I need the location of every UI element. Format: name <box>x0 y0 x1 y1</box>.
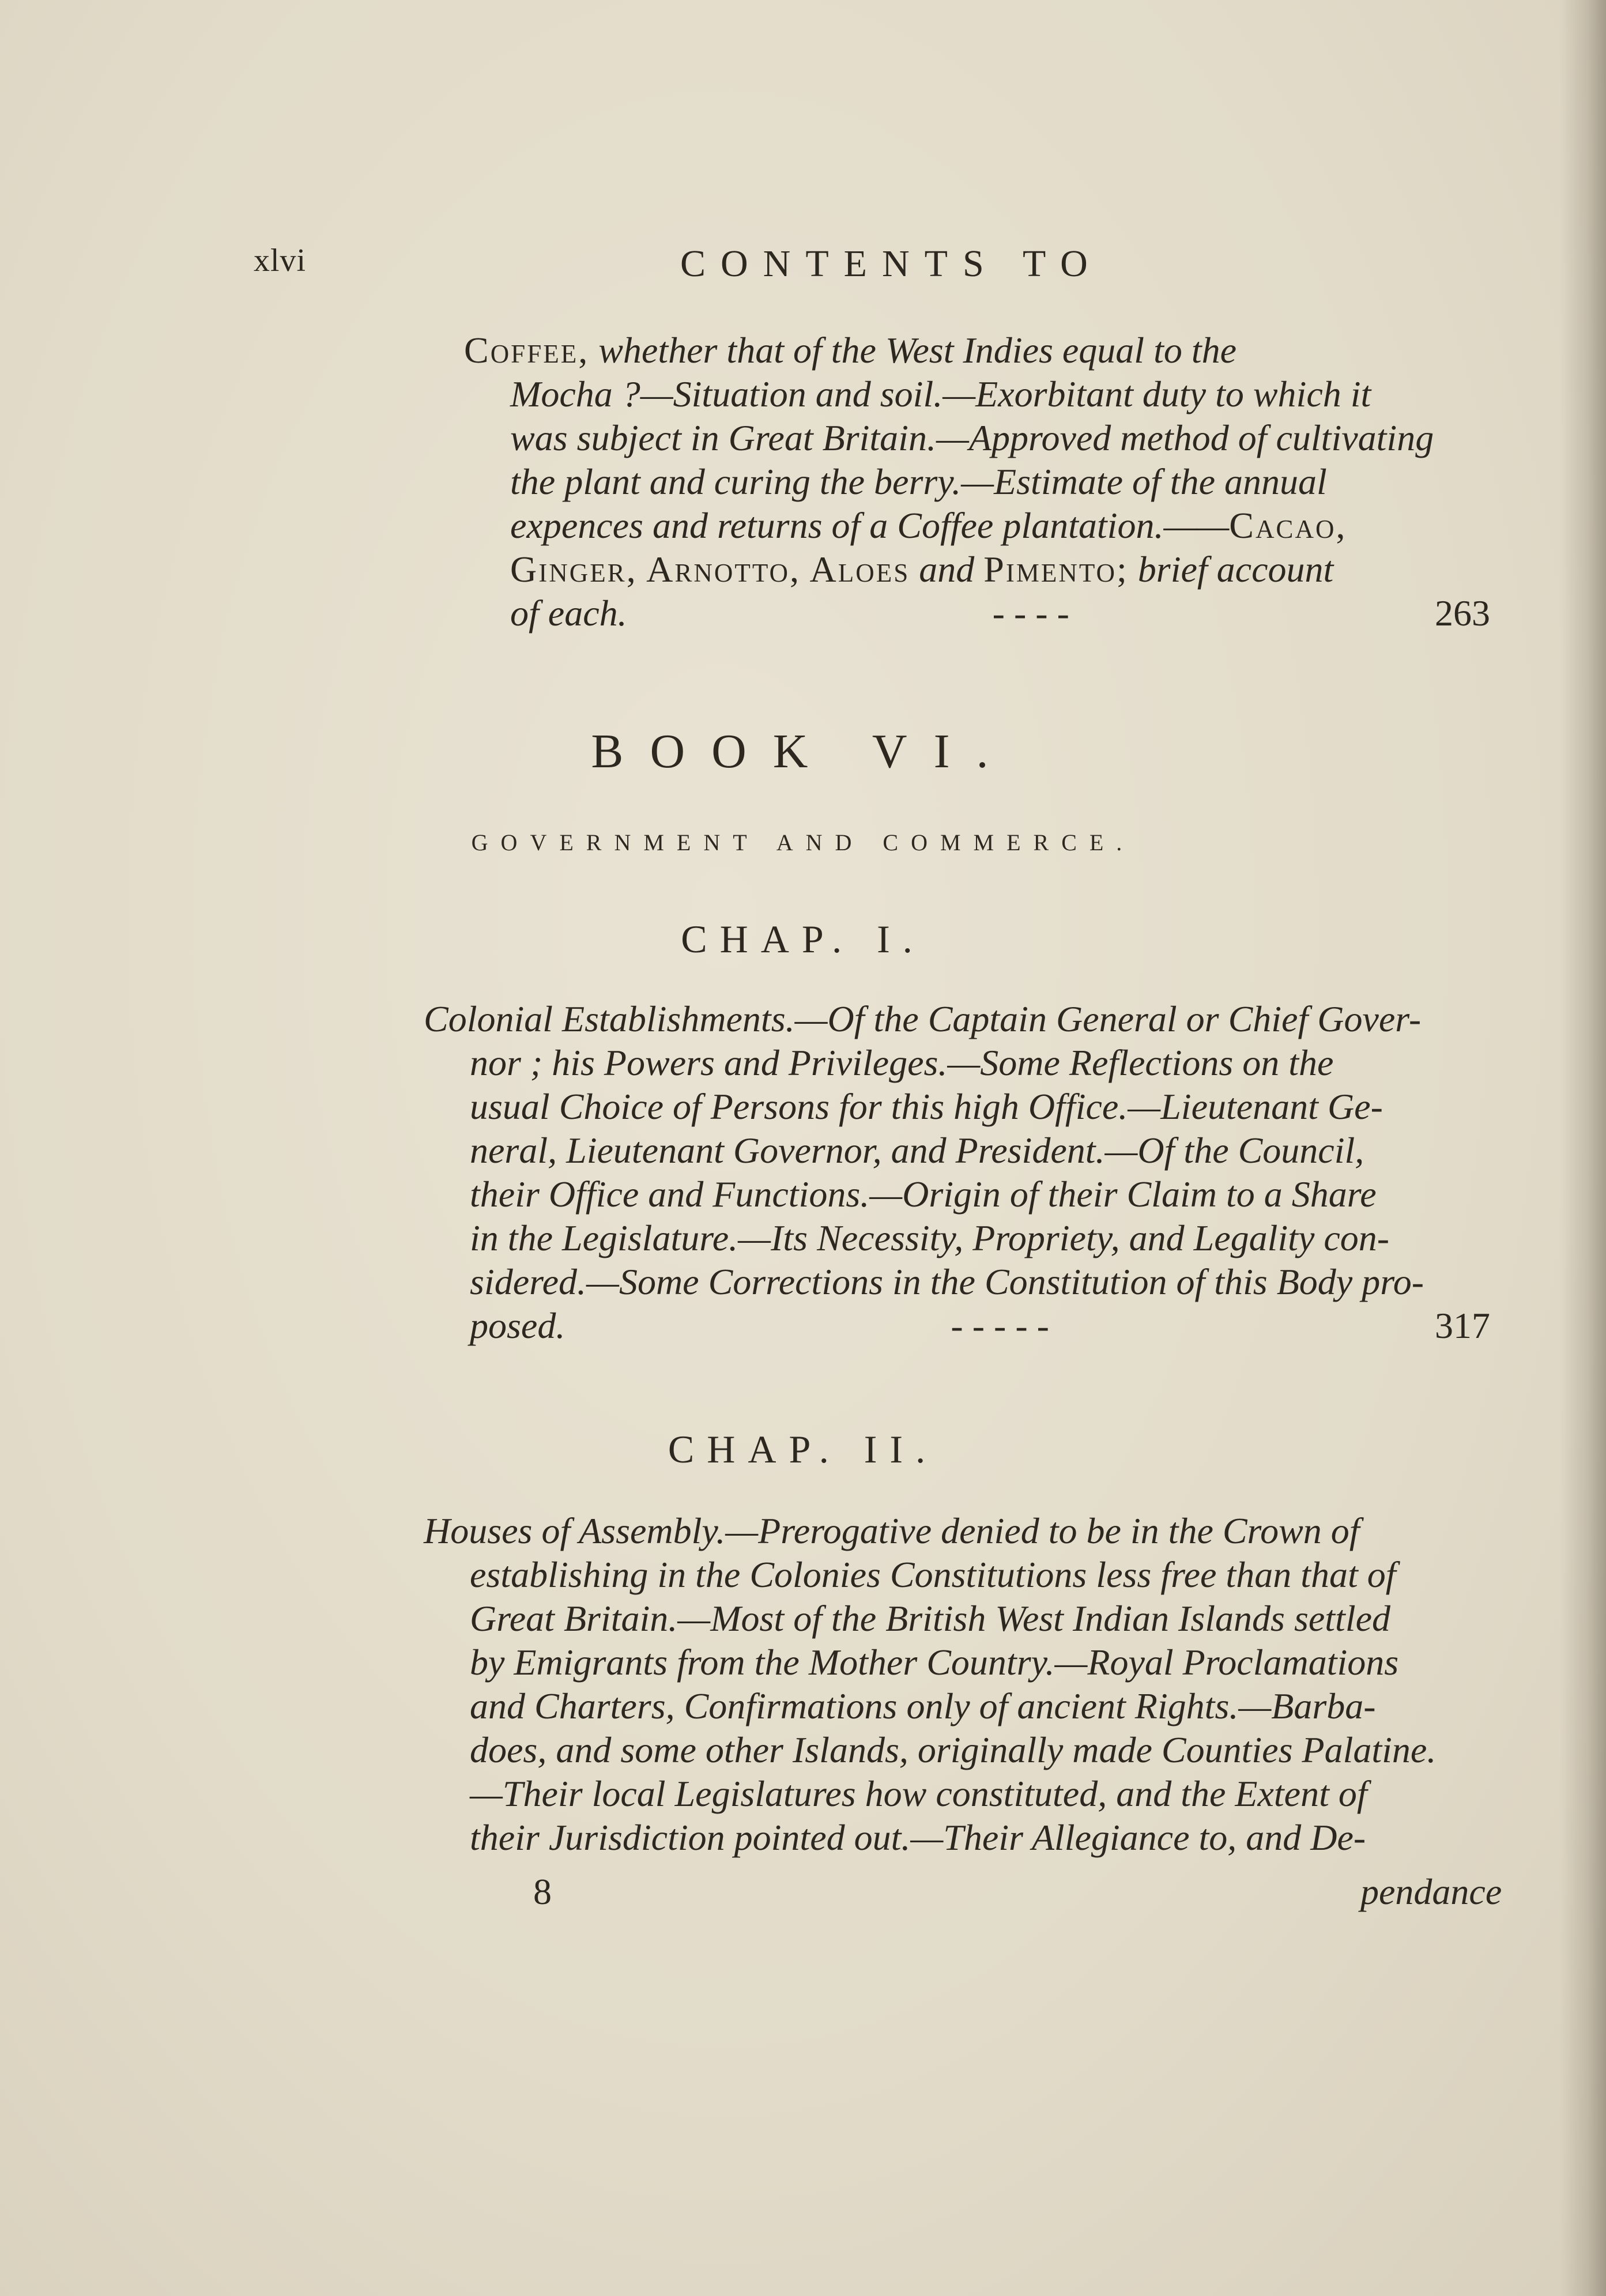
book-subtitle: GOVERNMENT AND COMMERCE. <box>471 830 1135 855</box>
coffee-line-3: was subject in Great Britain.—Approved method of cultivating <box>510 417 1434 458</box>
page-number: 317 <box>1435 1305 1490 1346</box>
summary-line: and Charters, Confirmations only of ancient Rights.—Barba- <box>470 1686 1376 1726</box>
book-title: BOOK VI. <box>591 725 1015 778</box>
summary-line: does, and some other Islands, originally made Counties Palatine. <box>470 1729 1437 1770</box>
summary-line: Houses of Assembly.—Prerogative denied to be in the Crown of <box>424 1510 1360 1551</box>
coffee-line-6: Ginger, Arnotto, Aloes and Pimento; brief account <box>510 549 1334 590</box>
summary-line: —Their local Legislatures how constituted, and the Extent of <box>470 1773 1367 1814</box>
catchword: pendance <box>1360 1871 1502 1912</box>
chapter-heading: CHAP. II. <box>668 1427 938 1471</box>
running-head <box>254 242 1522 300</box>
coffee-heading: Coffee, <box>464 330 590 371</box>
summary-line: nor ; his Powers and Privileges.—Some Reflections on the <box>470 1042 1334 1083</box>
coffee-line-7: of each. - - - - 263 <box>464 591 1490 635</box>
leader-dashes: - - - - <box>992 593 1069 634</box>
chapter-summary <box>424 1509 1490 1860</box>
summary-line: neral, Lieutenant Governor, and President.—Of the Council, <box>470 1130 1364 1171</box>
page-folio: xlvi <box>254 243 307 278</box>
summary-line: by Emigrants from the Mother Country.—Royal Proclamations <box>470 1642 1399 1683</box>
coffee-entry <box>464 329 1490 635</box>
running-head-title: CONTENTS TO <box>680 243 1103 285</box>
summary-line: establishing in the Colonies Constitutions less free than that of <box>470 1554 1396 1595</box>
summary-line: sidered.—Some Corrections in the Constitution of this Body pro- <box>470 1261 1424 1302</box>
summary-line: Great Britain.—Most of the British West Indian Islands settled <box>470 1598 1390 1639</box>
summary-line: usual Choice of Persons for this high Office.—Lieutenant Ge- <box>470 1086 1383 1127</box>
coffee-line-1: Coffee, whether that of the West Indies equal to the <box>464 330 1237 371</box>
signature-mark: 8 <box>533 1871 552 1912</box>
summary-line: their Office and Functions.—Origin of their Claim to a Share <box>470 1174 1377 1215</box>
summary-line: their Jurisdiction pointed out.—Their Allegiance to, and De- <box>470 1817 1366 1858</box>
leader-dashes: - - - - - <box>951 1305 1049 1346</box>
page-number: 263 <box>1435 593 1490 634</box>
chapter-summary <box>424 997 1490 1348</box>
coffee-line-4: the plant and curing the berry.—Estimate of the annual <box>510 461 1327 502</box>
coffee-line-5: expences and returns of a Coffee plantation.——Cacao, <box>510 505 1347 546</box>
chapter-heading: CHAP. I. <box>681 917 925 961</box>
gutter-shadow <box>1560 0 1606 2296</box>
summary-line: Colonial Establishments.—Of the Captain General or Chief Gover- <box>424 998 1422 1039</box>
coffee-line-2: Mocha ?—Situation and soil.—Exorbitant duty to which it <box>510 374 1371 414</box>
summary-line: in the Legislature.—Its Necessity, Propriety, and Legality con- <box>470 1217 1390 1258</box>
summary-line: posed. - - - - - 317 <box>424 1304 1490 1348</box>
